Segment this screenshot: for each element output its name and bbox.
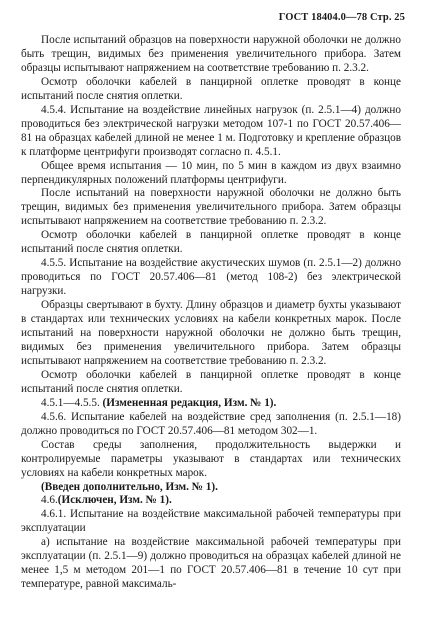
paragraph: 4.5.6. Испытание кабелей на воздействие сред заполнения (п. 2.5.1—18) должно проводиться по ГОСТ 20.57.406—81 методом 302—1. — [21, 410, 401, 437]
paragraph: После испытаний образцов на поверхности наружной оболочки не должно быть трещин, видимых без применения увеличительного прибора. Затем образцы испытывают напряжением на соответствие требованию п. 2.3.2. — [21, 34, 401, 74]
paragraph: 4.5.4. Испытание на воздействие линейных нагрузок (п. 2.5.1—4) должно проводиться без электрической нагрузки методом 107-1 по ГОСТ 20.57.406—81 на образцах кабелей длиной не менее 1 м. Подготовку и крепление образцов к платформе центрифуги производят согласно п. 4.5.1. — [21, 103, 401, 158]
page-header: ГОСТ 18404.0—78 Стр. 25 — [278, 12, 405, 23]
document-body — [21, 34, 401, 592]
clause-number: 4.6. — [41, 494, 58, 507]
clause-range: 4.5.1—4.5.5. — [41, 396, 100, 409]
amendment-paragraph — [21, 397, 401, 411]
paragraph: Общее время испытания — 10 мин, по 5 мин в каждом из двух взаимно перпендикулярных положений платформы центрифуги. — [21, 159, 401, 186]
excluded-clause — [21, 494, 401, 508]
paragraph: а) испытание на воздействие максимальной рабочей температуры при эксплуатации (п. 2.5.1—9) должно проводиться на образцах кабелей длиной не менее 1,5 м методом 201—1 по ГОСТ 20.57.406—81 в течение 10 сут при температуре, равной максималь- — [21, 536, 401, 591]
paragraph: 4.6.1. Испытание на воздействие максимальной рабочей температуры при эксплуатации — [21, 508, 401, 535]
paragraph: 4.5.5. Испытание на воздействие акустических шумов (п. 2.5.1—2) должно проводиться по ГОСТ 20.57.406—81 (метод 108-2) без электрической нагрузки. — [21, 257, 401, 298]
paragraph: Осмотр оболочки кабелей в панцирной оплетке проводят в конце испытаний после снятия оплетки. — [21, 75, 401, 102]
paragraph: Осмотр оболочки кабелей в панцирной оплетке проводят в конце испытаний после снятия оплетки. — [21, 368, 401, 395]
paragraph: Состав среды заполнения, продолжительность выдержки и контролируемые параметры указывают в стандартах или технических условиях на кабели конкретных марок. — [21, 438, 401, 479]
paragraph: Осмотр оболочки кабелей в панцирной оплетке проводят в конце испытаний после снятия оплетки. — [21, 229, 401, 256]
paragraph: Образцы свертывают в бухту. Длину образцов и диаметр бухты указывают в стандартах или технических условиях на кабели конкретных марок. После испытаний на поверхности наружной оболочки не должно быть трещин, видимых без применения увеличительного прибора. Затем образцы испытывают напряжением на соответствие требованию п. 2.3.2. — [21, 299, 401, 367]
amendment-note: (Измененная редакция, Изм. № 1). — [99, 396, 277, 409]
amendment-note: (Исключен, Изм. № 1). — [57, 494, 172, 507]
paragraph: После испытаний на поверхности наружной оболочки не должно быть трещин, видимых без применения увеличительного прибора. Затем образцы испытывают напряжением на соответствие требованию п. 2.3.2. — [21, 187, 401, 228]
amendment-note: (Введен дополнительно, Изм. № 1). — [41, 480, 218, 493]
